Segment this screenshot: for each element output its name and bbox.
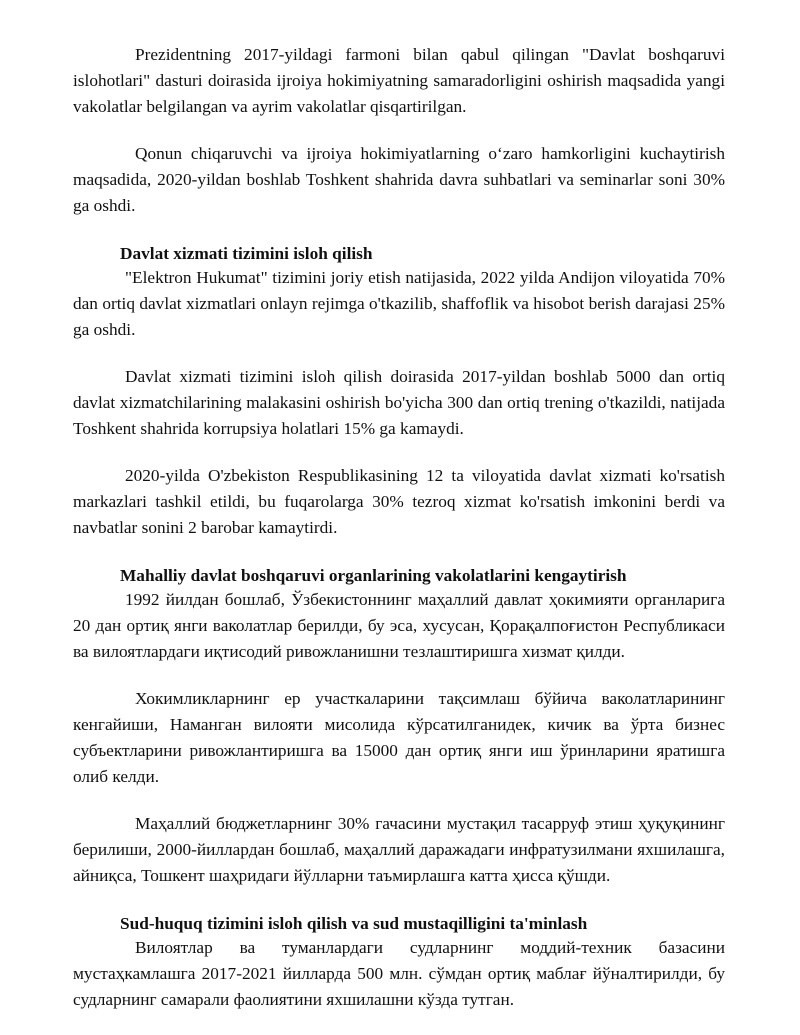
paragraph: 1992 йилдан бошлаб, Ўзбекистоннинг маҳаллий давлат ҳокимияти органларига 20 дан ортиқ янги ваколатлар берилди, бу эса, хусусан, Қорақалпоғистон Республикаси ва вилоятлардаги иқтисодий ривожланишни тезлаштиришга хизмат қилди.: [73, 590, 725, 661]
paragraph: Davlat xizmati tizimini isloh qilish doirasida 2017-yildan boshlab 5000 dan ortiq davlat xizmatchilarining malakasini oshirish bo'yicha 300 dan ortiq trening o'tkazildi, natijada Toshkent shahrida korrupsiya holatlari 15% ga kamaydi.: [73, 367, 725, 438]
paragraph: Prezidentning 2017-yildagi farmoni bilan qabul qilingan "Davlat boshqaruvi islohotlari" dasturi doirasida ijroiya hokimiyatning samaradorligini oshirish maqsadida yangi vakolatlar belgilangan va ayrim vakolatlar qisqartirilgan.: [73, 45, 725, 116]
section-heading: Sud-huquq tizimini isloh qilish va sud mustaqilligini ta'minlash: [120, 914, 588, 933]
section-heading: Mahalliy davlat boshqaruvi organlarining vakolatlarini kengaytirish: [120, 566, 627, 585]
paragraph: "Elektron Hukumat" tizimini joriy etish natijasida, 2022 yilda Andijon viloyatida 70% dan ortiq davlat xizmatlari onlayn rejimga o'tkazilib, shaffoflik va hisobot berish darajasi 25% ga oshdi.: [73, 268, 725, 339]
paragraph: Вилоятлар ва туманлардаги судларнинг моддий-техник базасини мустаҳкамлашга 2017-2021 йилларда 500 млн. сўмдан ортиқ маблағ йўналтирилди, бу судларнинг самарали фаолиятини яхшилашни кўзда тутган.: [73, 938, 725, 1009]
document-page: [73, 42, 725, 1013]
paragraph: Хокимликларнинг ер участкаларини тақсимлаш бўйича ваколатларининг кенгайиши, Наманган вилояти мисолида кўрсатилганидек, кичик ва ўрта бизнес субъектларини ривожлантиришга ва 15000 дан ортиқ янги иш ўринларини яратишга олиб келди.: [73, 689, 725, 786]
paragraph: Маҳаллий бюджетларнинг 30% гачасини мустақил тасарруф этиш ҳуқуқининг берилиши, 2000-йиллардан бошлаб, маҳаллий даражадаги инфратузилмани яхшилашга, айниқса, Тошкент шаҳридаги йўлларни таъмирлашга катта ҳисса қўшди.: [73, 814, 725, 885]
paragraph: Qonun chiqaruvchi va ijroiya hokimiyatlarning o‘zaro hamkorligini kuchaytirish maqsadida, 2020-yildan boshlab Toshkent shahrida davra suhbatlari va seminarlar soni 30% ga oshdi.: [73, 144, 725, 215]
paragraph: 2020-yilda O'zbekiston Respublikasining 12 ta viloyatida davlat xizmati ko'rsatish markazlari tashkil etildi, bu fuqarolarga 30% tezroq xizmat ko'rsatish imkonini berdi va navbatlar sonini 2 barobar kamaytirdi.: [73, 466, 725, 537]
section-heading: Davlat xizmati tizimini isloh qilish: [120, 244, 373, 263]
